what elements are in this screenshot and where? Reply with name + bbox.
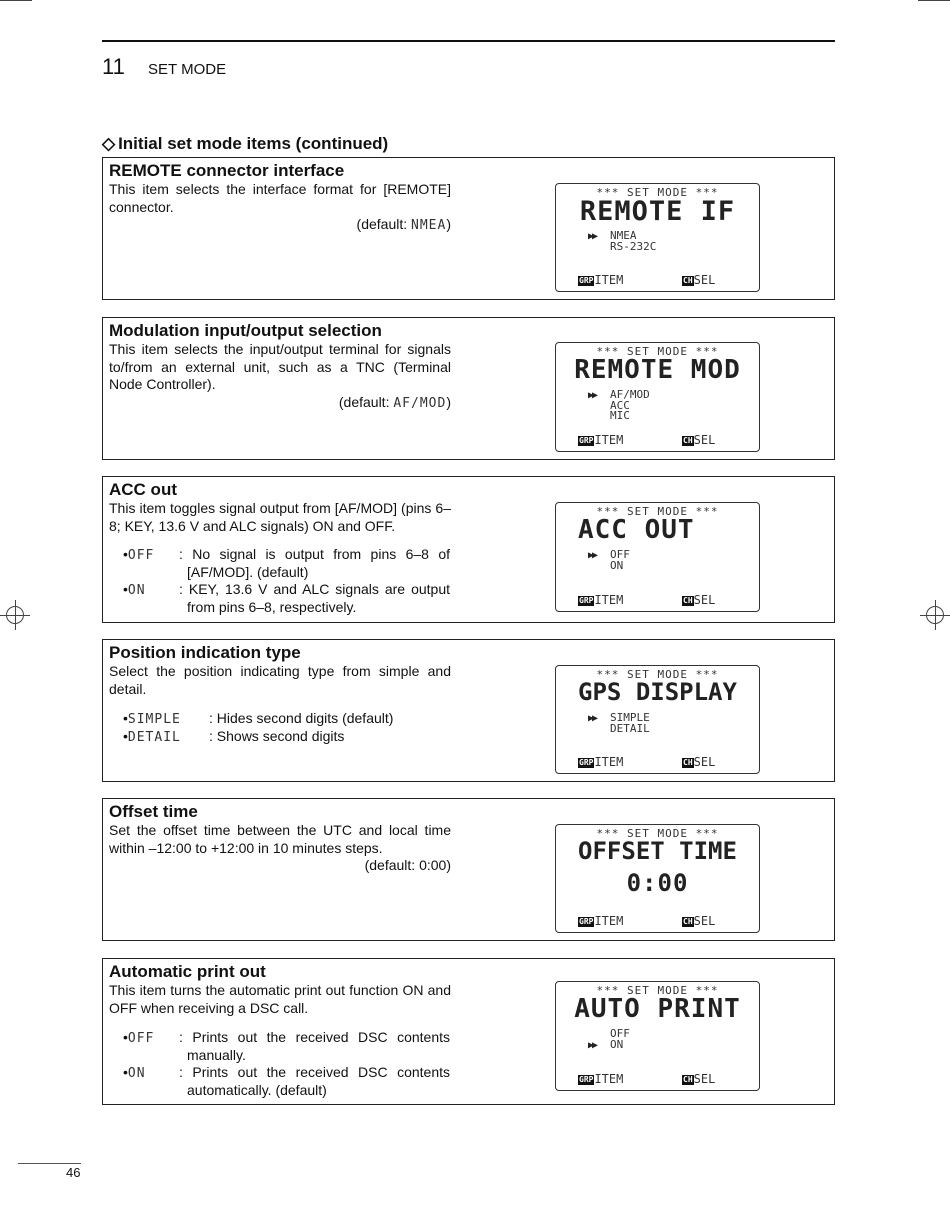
default-line: (default: 0:00) (364, 857, 451, 873)
item-auto-print (102, 958, 835, 1105)
option-off: •OFF : No signal is output from pins 6–8 of [AF/MOD]. (default) (123, 546, 450, 580)
item-title: Modulation input/output selection (109, 321, 382, 340)
lcd-option: NMEA (610, 229, 637, 242)
item-title: REMOTE connector interface (109, 161, 345, 180)
lcd-selection-arrow-icon: ▶▶ (588, 231, 597, 242)
option-on: •ON : Prints out the received DSC contents automatically. (default) (123, 1064, 450, 1098)
footer-rule (18, 1163, 81, 1164)
grp-key-icon: GRP (579, 436, 594, 445)
registration-mark-left (0, 600, 30, 630)
item-title: Position indication type (109, 643, 301, 662)
lcd-option: OFF (610, 1027, 630, 1040)
crop-mark (0, 0, 32, 1)
lcd-option: ON (610, 558, 624, 572)
item-description: This item turns the automatic print out function ON and OFF when receiving a DSC call. (109, 982, 451, 1016)
item-description: This item toggles signal output from [AF/MOD] (pins 6–8; KEY, 13.6 V and ALC signals) ON and OFF. (109, 500, 451, 534)
lcd-options (610, 1029, 630, 1050)
chapter-title: SET MODE (148, 61, 227, 78)
option-list (123, 546, 450, 616)
lcd-footer: GRPITEM CHSEL (579, 1072, 716, 1086)
option-detail: •DETAIL : Shows second digits (123, 727, 345, 745)
ch-key-icon: CH (683, 276, 693, 285)
diamond-icon: ◇ (102, 134, 116, 153)
lcd-option: SIMPLE (610, 711, 650, 724)
lcd-display (555, 824, 760, 933)
lcd-options (610, 713, 650, 734)
lcd-selection-arrow-icon: ▶▶ (588, 550, 597, 561)
lcd-display (555, 183, 760, 292)
lcd-header: *** SET MODE *** (596, 345, 719, 358)
lcd-main-text: GPS DISPLAY (578, 678, 737, 706)
lcd-header: *** SET MODE *** (596, 984, 719, 997)
item-offset-time (102, 798, 835, 941)
item-acc-out (102, 476, 835, 623)
lcd-selection-arrow-icon: ▶▶ (588, 713, 597, 724)
lcd-option: ON (610, 1037, 624, 1051)
section-title: ◇ Initial set mode items (continued) (102, 134, 389, 153)
item-description: Set the offset time between the UTC and local time within –12:00 to +12:00 in 10 minutes steps. (default: 0:00) (109, 822, 451, 873)
option-list (123, 1029, 450, 1099)
default-line: (default: AF/MOD) (338, 393, 451, 411)
lcd-option: RS-232C (610, 239, 657, 253)
option-on: •ON : KEY, 13.6 V and ALC signals are output from pins 6–8, respectively. (123, 581, 450, 615)
lcd-display (555, 665, 760, 774)
item-title: Offset time (109, 802, 198, 821)
lcd-header: *** SET MODE *** (596, 827, 719, 840)
item-remote-mod (102, 317, 835, 460)
lcd-option: AF/MOD (610, 388, 650, 401)
lcd-option: MIC (610, 409, 630, 422)
item-title: ACC out (109, 480, 177, 499)
item-title: Automatic print out (109, 962, 266, 981)
item-description: This item selects the input/output terminal for signals to/from an external unit, such as a TNC (Terminal Node Controller). (default: AF/MOD) (109, 341, 451, 411)
header-rule (102, 40, 835, 42)
lcd-selection-arrow-icon: ▶▶ (588, 1040, 597, 1051)
lcd-option: DETAIL (610, 721, 650, 735)
page-number: 46 (66, 1165, 81, 1180)
lcd-header: *** SET MODE *** (596, 668, 719, 681)
item-description: Select the position indicating type from simple and detail. (109, 663, 451, 697)
option-simple: •SIMPLE : Hides second digits (default) (123, 710, 394, 727)
grp-key-icon: GRP (579, 276, 594, 285)
lcd-footer: GRPITEM CHSEL (579, 755, 716, 769)
lcd-main-text: ACC OUT (578, 515, 695, 545)
lcd-main-text: REMOTE IF (579, 196, 736, 227)
lcd-options (610, 231, 656, 252)
lcd-option: OFF (610, 548, 630, 561)
option-list (123, 710, 443, 745)
ch-key-icon: CH (683, 758, 693, 767)
lcd-main-text: REMOTE MOD (574, 355, 741, 385)
lcd-display (555, 981, 760, 1091)
lcd-options (610, 390, 650, 422)
registration-mark-right (920, 600, 950, 630)
lcd-footer: GRPITEM CHSEL (579, 433, 716, 447)
item-remote-if (102, 157, 835, 300)
grp-key-icon: GRP (579, 758, 594, 767)
chapter-number: 11 (102, 54, 125, 79)
option-off: •OFF : Prints out the received DSC contents manually. (123, 1029, 450, 1063)
lcd-footer: GRPITEM CHSEL (579, 273, 716, 287)
lcd-display (555, 502, 760, 612)
lcd-main-text: OFFSET TIME (578, 837, 737, 865)
lcd-header: *** SET MODE *** (596, 505, 719, 518)
lcd-main-text: AUTO PRINT (574, 994, 741, 1024)
ch-key-icon: CH (683, 596, 693, 605)
grp-key-icon: GRP (579, 596, 594, 605)
lcd-offset-value: 0:00 (626, 869, 689, 897)
grp-key-icon: GRP (579, 1075, 594, 1084)
ch-key-icon: CH (683, 1075, 693, 1084)
lcd-selection-arrow-icon: ▶▶ (588, 390, 597, 401)
default-line: (default: NMEA) (356, 216, 451, 233)
lcd-option: ACC (610, 398, 630, 412)
lcd-footer: GRPITEM CHSEL (579, 593, 716, 607)
lcd-footer: GRPITEM CHSEL (579, 914, 716, 928)
grp-key-icon: GRP (579, 917, 594, 926)
lcd-display (555, 342, 760, 452)
lcd-options (610, 550, 630, 571)
lcd-header: *** SET MODE *** (596, 186, 719, 199)
ch-key-icon: CH (683, 917, 693, 926)
item-gps-display (102, 639, 835, 782)
item-description: This item selects the interface format for [REMOTE] connector. (default: NMEA) (109, 181, 451, 233)
crop-mark (918, 0, 950, 1)
ch-key-icon: CH (683, 436, 693, 445)
